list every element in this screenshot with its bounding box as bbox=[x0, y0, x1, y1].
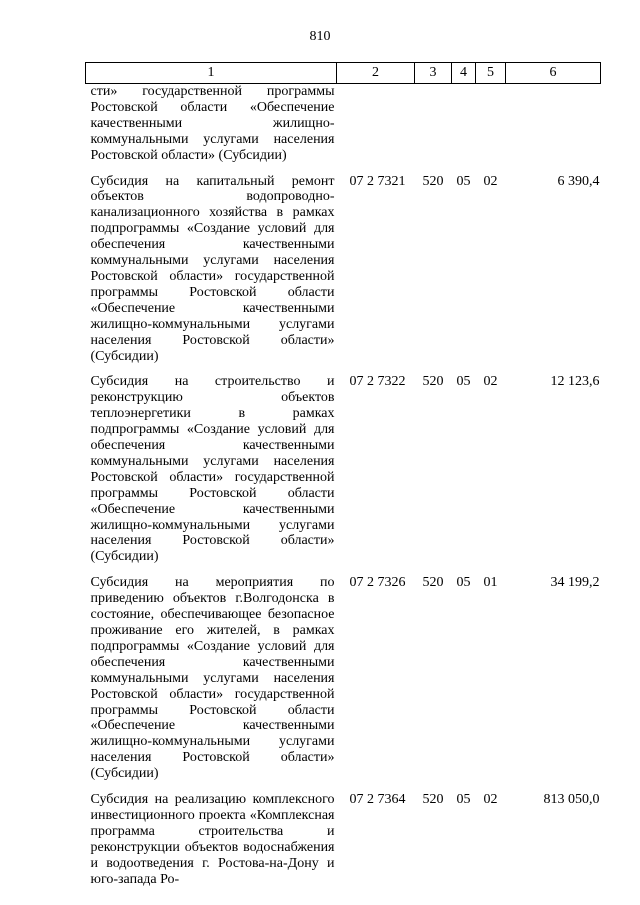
row-col-5: 02 bbox=[483, 173, 498, 189]
page-number: 810 bbox=[309, 29, 331, 44]
row-col-3: 520 bbox=[422, 374, 444, 390]
row-description: Субсидия на мероприятия по приведению объектов г.Волгодонска в состояние, обеспечивающее безопасное проживание его жителей, в рамках подпрограммы «Создание условий для обеспечения качественными коммунальными услугами населения Ростовской области» государственной программы Ростовской области «Обеспечение качественными жилищно-коммунальными услугами населения Ростовской области» (Субсидии) bbox=[90, 575, 335, 782]
header-row bbox=[86, 63, 601, 84]
header-col-3: 3 bbox=[415, 63, 452, 84]
row-code: 07 2 7322 bbox=[349, 374, 406, 390]
table-row bbox=[86, 374, 601, 575]
table-row bbox=[86, 575, 601, 792]
row-col-4: 05 bbox=[456, 374, 471, 390]
row-col-5: 01 bbox=[483, 575, 498, 591]
row-code: 07 2 7321 bbox=[349, 173, 406, 189]
row-col-4 bbox=[452, 84, 476, 174]
row-amount: 12 123,6 bbox=[550, 374, 600, 390]
budget-table bbox=[85, 62, 601, 898]
header-col-6: 6 bbox=[506, 63, 601, 84]
table-row bbox=[86, 174, 601, 375]
header-col-5: 5 bbox=[476, 63, 506, 84]
row-col-4: 05 bbox=[456, 792, 471, 808]
row-col-5: 02 bbox=[483, 374, 498, 390]
table-row bbox=[86, 792, 601, 897]
row-col-3 bbox=[415, 84, 452, 174]
row-col-4: 05 bbox=[456, 173, 471, 189]
row-amount: 34 199,2 bbox=[550, 575, 600, 591]
header-col-2: 2 bbox=[337, 63, 415, 84]
header-col-4: 4 bbox=[452, 63, 476, 84]
row-amount bbox=[506, 84, 601, 174]
row-amount: 813 050,0 bbox=[543, 792, 600, 808]
row-col-3: 520 bbox=[422, 173, 444, 189]
row-amount: 6 390,4 bbox=[557, 173, 600, 189]
row-code: 07 2 7326 bbox=[349, 575, 406, 591]
header-col-1: 1 bbox=[86, 63, 337, 84]
row-code bbox=[337, 84, 415, 174]
row-description: Субсидия на строительство и реконструкцию объектов теплоэнергетики в рамках подпрограммы «Создание условий для обеспечения качественными коммунальными услугами населения Ростовской области» государственной программы Ростовской области «Обеспечение качественными жилищно-коммунальными услугами населения Ростовской области» (Субсидии) bbox=[90, 374, 335, 565]
row-col-3: 520 bbox=[422, 575, 444, 591]
row-col-3: 520 bbox=[422, 792, 444, 808]
row-col-5: 02 bbox=[483, 792, 498, 808]
row-description: сти» государственной программы Ростовской области «Обеспечение качественными жилищно-коммунальными услугами населения Ростовской области» (Субсидии) bbox=[90, 84, 335, 163]
row-col-5 bbox=[476, 84, 506, 174]
row-description: Субсидия на капитальный ремонт объектов водопроводно-канализационного хозяйства в рамках подпрограммы «Создание условий для обеспечения качественными коммунальными услугами населения Ростовской области» государственной программы Ростовской области «Обеспечение качественными жилищно-коммунальными услугами населения Ростовской области» (Субсидии) bbox=[90, 173, 335, 364]
row-code: 07 2 7364 bbox=[349, 792, 406, 808]
row-col-4: 05 bbox=[456, 575, 471, 591]
row-description: Субсидия на реализацию комплексного инвестиционного проекта «Комплексная программа строительства и реконструкции объектов водоснабжения и водоотведения г. Ростова-на-Дону и юго-запада Ро- bbox=[90, 792, 335, 887]
table-row bbox=[86, 84, 601, 174]
